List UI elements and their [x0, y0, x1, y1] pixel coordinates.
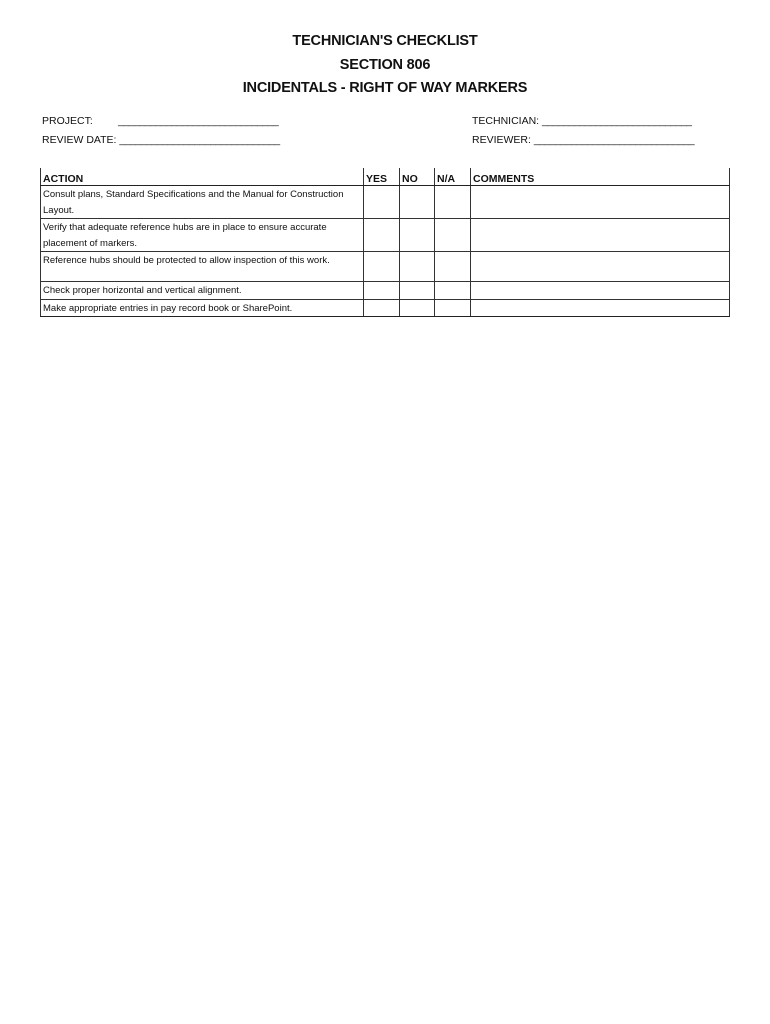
technician-blank[interactable]: ____________________________: [542, 115, 692, 127]
na-cell[interactable]: [435, 186, 471, 219]
technician-field[interactable]: [472, 115, 692, 127]
no-cell[interactable]: [400, 219, 435, 252]
project-blank[interactable]: ______________________________: [118, 115, 279, 127]
title-line-checklist: TECHNICIAN'S CHECKLIST: [292, 33, 478, 49]
yes-cell[interactable]: [364, 186, 400, 219]
comments-cell[interactable]: [471, 219, 730, 252]
no-cell[interactable]: [400, 252, 435, 282]
no-cell[interactable]: [400, 186, 435, 219]
reviewer-blank[interactable]: ______________________________: [533, 134, 695, 146]
title-line-section: SECTION 806: [339, 56, 431, 73]
reviewer-label: REVIEWER:: [472, 134, 531, 146]
project-field[interactable]: [42, 115, 279, 127]
project-label: PROJECT:: [42, 115, 93, 127]
yes-cell[interactable]: [364, 282, 400, 300]
document-title: [0, 30, 770, 101]
review-date-field[interactable]: [42, 134, 280, 146]
na-cell[interactable]: [435, 219, 471, 252]
action-cell: Check proper horizontal and vertical alignment.: [41, 282, 364, 300]
na-cell[interactable]: [435, 282, 471, 300]
column-header-yes: YES: [364, 168, 400, 186]
table-row: [41, 186, 730, 219]
comments-cell[interactable]: [471, 299, 730, 317]
comments-cell[interactable]: [471, 252, 730, 282]
table-row: [41, 219, 730, 252]
action-cell: Verify that adequate reference hubs are in place to ensure accurate placement of markers.: [41, 219, 364, 252]
action-cell: Reference hubs should be protected to allow inspection of this work.: [41, 252, 364, 282]
column-header-na: N/A: [435, 168, 471, 186]
technician-label: TECHNICIAN:: [472, 115, 540, 127]
table-row: [41, 282, 730, 300]
column-header-no: NO: [400, 168, 435, 186]
yes-cell[interactable]: [364, 299, 400, 317]
action-cell: Make appropriate entries in pay record book or SharePoint.: [41, 299, 364, 317]
review-date-blank[interactable]: ______________________________: [119, 134, 280, 146]
title-line-subject: INCIDENTALS - RIGHT OF WAY MARKERS: [242, 80, 528, 96]
no-cell[interactable]: [400, 299, 435, 317]
yes-cell[interactable]: [364, 252, 400, 282]
yes-cell[interactable]: [364, 219, 400, 252]
review-date-label: REVIEW DATE:: [42, 134, 117, 146]
header-row: [41, 168, 730, 186]
checklist-table: [40, 168, 730, 317]
no-cell[interactable]: [400, 282, 435, 300]
table-row: [41, 299, 730, 317]
comments-cell[interactable]: [471, 282, 730, 300]
column-header-action: ACTION: [41, 168, 364, 186]
table-row: [41, 252, 730, 282]
reviewer-field[interactable]: [472, 134, 694, 146]
na-cell[interactable]: [435, 299, 471, 317]
na-cell[interactable]: [435, 252, 471, 282]
column-header-comments: COMMENTS: [471, 168, 730, 186]
action-cell: Consult plans, Standard Specifications and the Manual for Construction Layout.: [41, 186, 364, 219]
comments-cell[interactable]: [471, 186, 730, 219]
